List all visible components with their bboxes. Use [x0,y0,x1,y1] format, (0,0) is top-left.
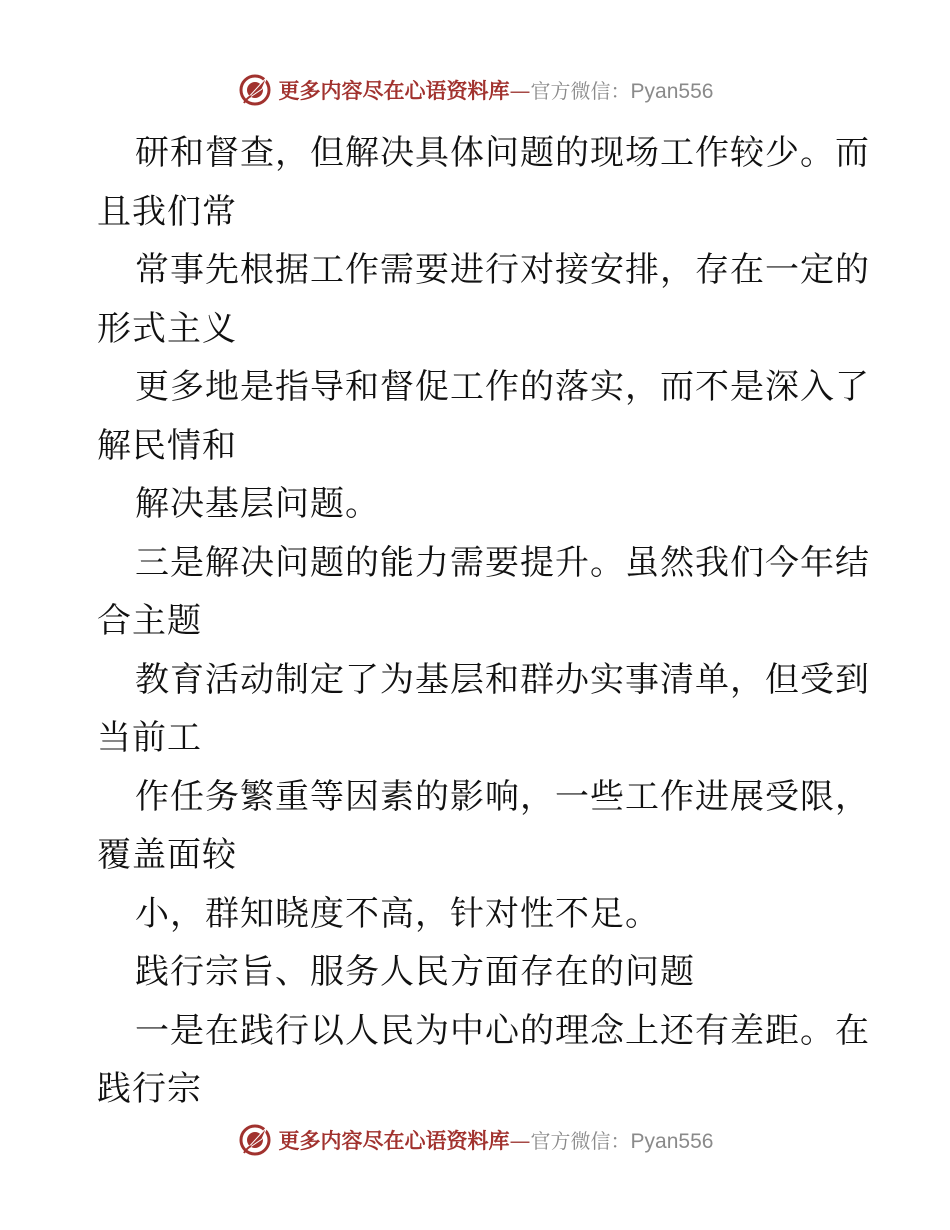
watermark-wechat-label: 官方微信： [530,1129,631,1153]
footer-watermark [0,1118,950,1162]
watermark-wechat-label: 官方微信： [530,79,631,103]
text-line: 且我们常 [97,191,237,232]
quill-logo-icon [237,72,273,108]
body-text [97,124,870,1119]
watermark-wechat-id: Pyan556 [630,1130,714,1153]
text-line: 作任务繁重等因素的影响，一些工作进展受限， [135,776,870,817]
text-line: 合主题 [97,601,202,641]
watermark-brand: 更多内容尽在心语资料库 [278,79,510,103]
watermark-dash: — [509,79,531,103]
watermark-wechat-id: Pyan556 [630,80,714,103]
section-heading: 践行宗旨、服务人民方面存在的问题 [135,952,695,992]
text-line: 教育活动制定了为基层和群办实事清单，但受到 [135,659,870,700]
watermark-text [279,75,714,105]
text-line: 当前工 [97,718,202,758]
header-watermark [0,68,950,112]
watermark-brand: 更多内容尽在心语资料库 [278,1129,510,1153]
text-line: 解决基层问题。 [135,484,380,524]
text-line: 践行宗 [97,1069,202,1109]
watermark-dash: — [509,1129,531,1153]
text-line: 小，群知晓度不高，针对性不足。 [135,893,660,934]
watermark-text [279,1125,714,1155]
text-line: 常事先根据工作需要进行对接安排，存在一定的 [135,250,870,290]
text-line: 一是在践行以人民为中心的理念上还有差距。在 [135,1010,870,1051]
text-line: 更多地是指导和督促工作的落实，而不是深入了 [135,367,870,407]
text-line: 形式主义 [97,308,237,349]
text-line: 三是解决问题的能力需要提升。虽然我们今年结 [135,542,870,583]
text-line: 研和督查，但解决具体问题的现场工作较少。而 [135,133,870,173]
quill-logo-icon [237,1122,273,1158]
text-line: 覆盖面较 [97,835,237,875]
text-line: 解民情和 [97,425,237,466]
